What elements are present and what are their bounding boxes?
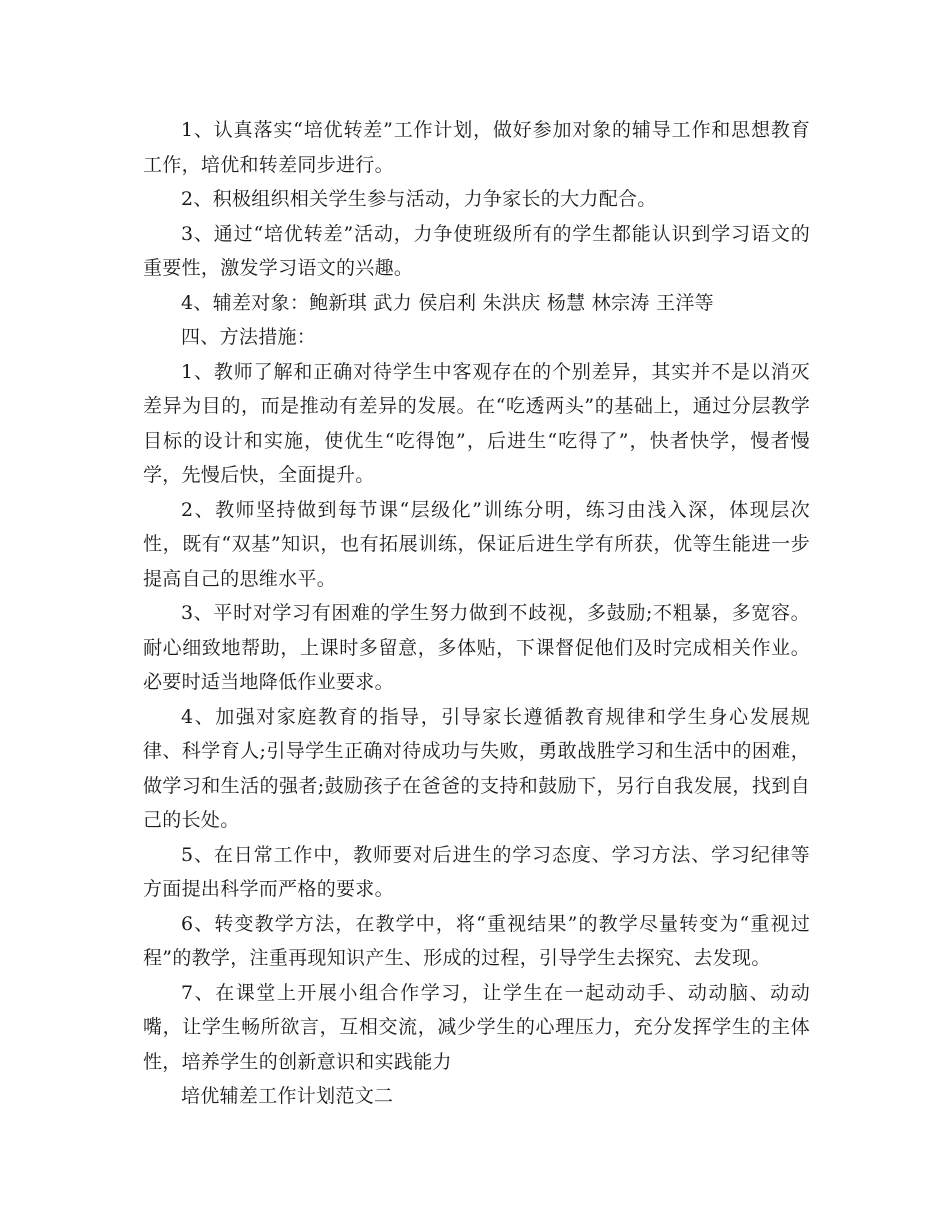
document-body — [143, 113, 810, 1114]
paragraph-goal-2: 2、积极组织相关学生参与活动，力争家长的大力配合。 — [181, 188, 657, 210]
paragraph-method-3: 3、平时对学习有困难的学生努力做到不歧视，多鼓励;不粗暴，多宽容。耐心细致地帮助，上课时多留意，多体贴，下课督促他们及时完成相关作业。必要时适当地降低作业要求。 — [143, 602, 810, 693]
paragraph-goal-3: 3、通过“培优转差”活动，力争使班级所有的学生都能认识到学习语文的重要性，激发学习语文的兴趣。 — [143, 222, 810, 279]
section-title-methods: 四、方法措施： — [181, 326, 317, 348]
paragraph-target-students: 4、辅差对象：鲍新琪 武力 侯启利 朱洪庆 杨慧 林宗涛 王洋等 — [181, 291, 714, 314]
paragraph-method-5: 5、在日常工作中，教师要对后进生的学习态度、学习方法、学习纪律等方面提出科学而严格的要求。 — [143, 843, 810, 900]
paragraph-method-2: 2、教师坚持做到每节课“层级化”训练分明，练习由浅入深，体现层次性，既有“双基”知识，也有拓展训练，保证后进生学有所获，优等生能进一步提高自己的思维水平。 — [143, 498, 810, 590]
heading-sample-two: 培优辅差工作计划范文二 — [181, 1085, 394, 1107]
paragraph-method-7: 7、在课堂上开展小组合作学习，让学生在一起动动手、动动脑、动动嘴，让学生畅所欲言，互相交流，减少学生的心理压力，充分发挥学生的主体性，培养学生的创新意识和实践能力 — [143, 981, 810, 1073]
paragraph-method-4: 4、加强对家庭教育的指导，引导家长遵循教育规律和学生身心发展规律、科学育人;引导学生正确对待成功与失败，勇敢战胜学习和生活中的困难，做学习和生活的强者;鼓励孩子在爸爸的支持和鼓励下，另行自我发展，找到自己的长处。 — [143, 705, 810, 831]
paragraph-goal-1: 1、认真落实“培优转差”工作计划，做好参加对象的辅导工作和思想教育工作，培优和转差同步进行。 — [143, 119, 810, 176]
paragraph-method-6: 6、转变教学方法，在教学中，将“重视结果”的教学尽量转变为“重视过程”的教学，注重再现知识产生、形成的过程，引导学生去探究、去发现。 — [143, 912, 810, 969]
paragraph-method-1: 1、教师了解和正确对待学生中客观存在的个别差异，其实并不是以消灭差异为目的，而是推动有差异的发展。在“吃透两头”的基础上，通过分层教学目标的设计和实施，使优生“吃得饱”，后进生“吃得了”，快者快学，慢者慢学，先慢后快，全面提升。 — [143, 360, 810, 486]
